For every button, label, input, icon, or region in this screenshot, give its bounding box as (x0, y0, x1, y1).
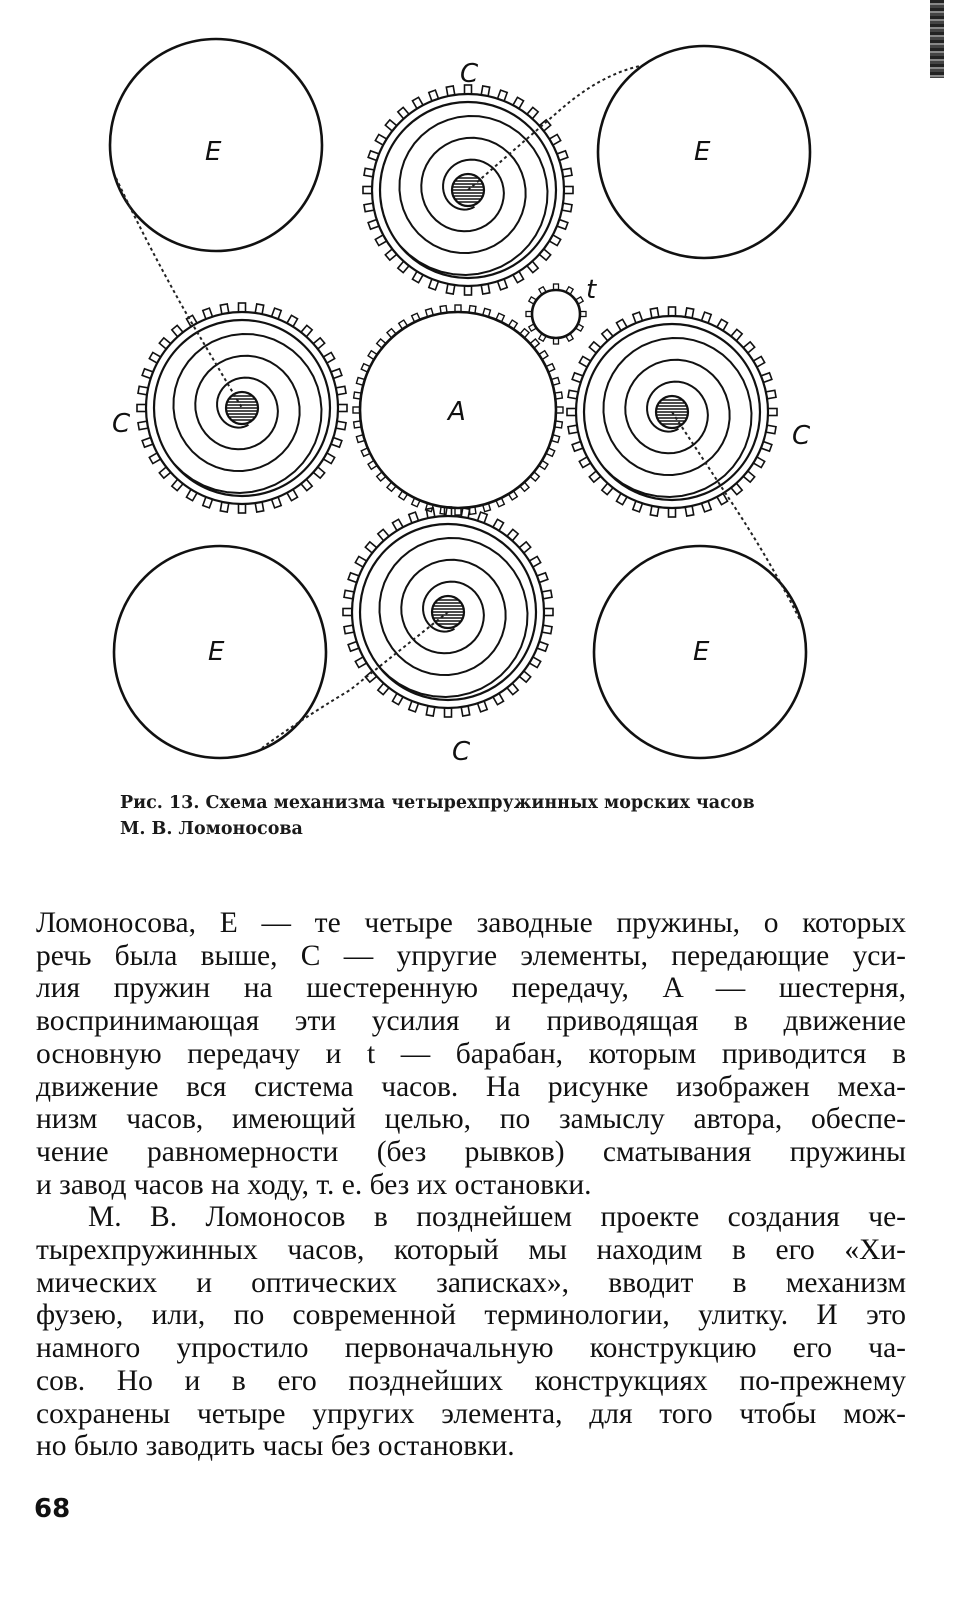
label-gear-left: C (112, 409, 131, 439)
text-line: тырехпружинных часов, который мы находим в его «Хи- (36, 1234, 906, 1267)
label-spring-bl: E (208, 637, 225, 667)
text-line: Ломоносова, E — те четыре заводные пружины, о которых (36, 907, 906, 939)
text-line: намного упростило первоначальную конструкцию его ча- (36, 1332, 906, 1365)
drum-t-circle (532, 290, 580, 338)
label-spring-tl: E (205, 137, 222, 167)
text-line: основную передачу и t — барабан, которым приводится в (36, 1037, 906, 1070)
text-line: лия пружин на шестеренную передачу, A — шестерня, (36, 972, 906, 1005)
gear-c-left (137, 303, 347, 513)
text-line: М. В. Ломоносов в позднейшем проекте создания че- (88, 1201, 906, 1234)
text-line: сов. Но и в его позднейших конструкциях по-прежнему (36, 1364, 906, 1397)
label-gear-top: C (460, 59, 479, 89)
text-line: сохранены четыре упругих элемента, для того чтобы мож- (36, 1397, 906, 1430)
text-line: воспринимающая эти усилия и приводящая в движение (36, 1005, 906, 1038)
label-spring-tr: E (694, 137, 711, 167)
text-line: фузею, или, по современной терминологии, улитку. И это (36, 1299, 906, 1332)
text-line: движение вся система часов. На рисунке изображен меха- (36, 1070, 906, 1103)
text-line: низм часов, имеющий целью, по замыслу автора, обеспе- (36, 1103, 906, 1136)
caption-line-2: М. В. Ломоносова (120, 819, 303, 839)
drum-t-teeth (526, 284, 586, 344)
text-line: и завод часов на ходу, т. е. без их остановки. (36, 1168, 592, 1201)
text-line: мических и оптических записках», вводит в механизм (36, 1266, 906, 1299)
figure-caption (120, 790, 860, 842)
caption-line-1: Рис. 13. Схема механизма четырехпружинных морских часов (120, 793, 755, 813)
body-text (36, 907, 906, 1463)
label-spring-br: E (693, 637, 710, 667)
text-line: чение равномерности (без рывков) сматывания пружины (36, 1135, 906, 1168)
text-line: но было заводить часы без остановки. (36, 1430, 515, 1463)
text-line: речь была выше, C — упругие элементы, передающие уси- (36, 939, 906, 972)
label-gear-bottom: C (452, 737, 471, 767)
label-gear-a: A (448, 397, 466, 427)
page-number: 68 (34, 1494, 71, 1524)
label-gear-right: C (792, 421, 811, 451)
paragraph-1 (36, 907, 906, 1201)
label-drum-t: t (586, 275, 597, 305)
paragraph-2 (36, 1201, 906, 1463)
clock-mechanism-diagram (0, 0, 960, 790)
